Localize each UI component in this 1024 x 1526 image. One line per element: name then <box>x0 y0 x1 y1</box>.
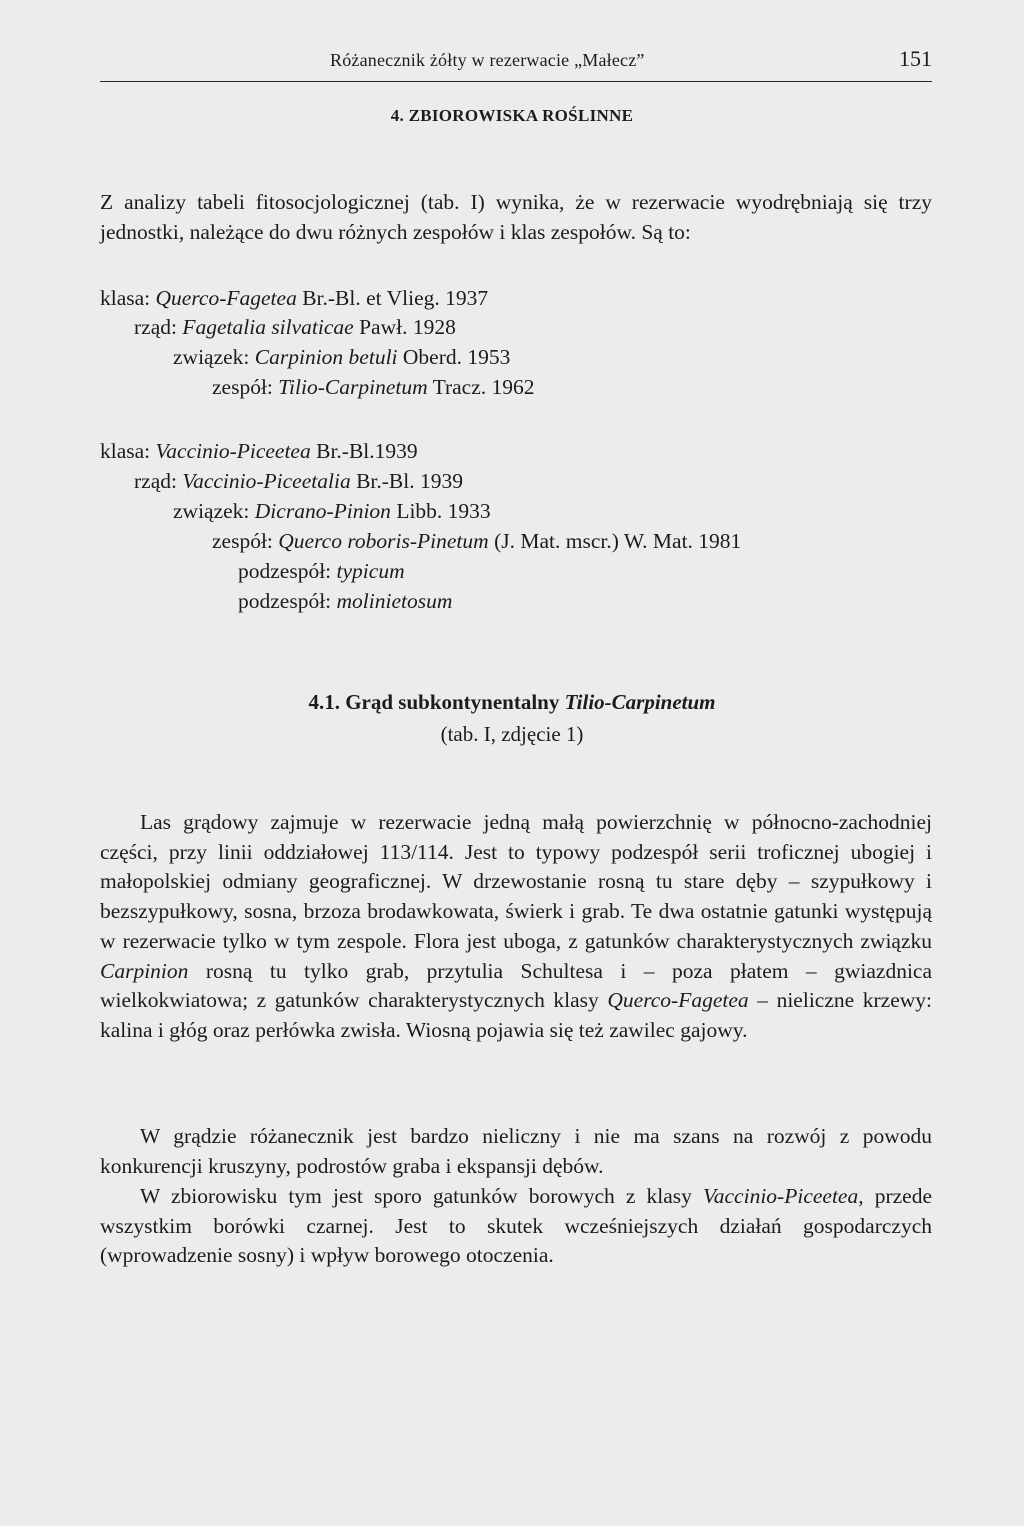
running-head-title: Różanecznik żółty w rezerwacie „Małecz” <box>330 50 645 70</box>
association-line: zespół: Tilio-Carpinetum Tracz. 1962 <box>212 375 535 399</box>
header-rule <box>100 81 932 82</box>
order-line: rząd: Vaccinio-Piceetalia Br.-Bl. 1939 <box>134 469 463 493</box>
order-line: rząd: Fagetalia silvaticae Pawł. 1928 <box>134 315 456 339</box>
page-number: 151 <box>899 46 932 71</box>
subsection-reference: (tab. I, zdjęcie 1) <box>440 722 584 746</box>
paragraph-2: W grądzie różanecznik jest bardzo nieliczny i nie ma szans na rozwój z powodu konkurencji kruszyny, podrostów graba i ekspansji dębów. <box>100 1124 932 1178</box>
association-line: zespół: Querco roboris-Pinetum (J. Mat. mscr.) W. Mat. 1981 <box>212 529 742 553</box>
class-line: klasa: Querco-Fagetea Br.-Bl. et Vlieg. 1937 <box>100 286 489 310</box>
paragraph-3: W zbiorowisku tym jest sporo gatunków borowych z klasy Vaccinio-Piceetea, przede wszystkim borówki czarnej. Jest to skutek wcześniejszych działań gospodarczych (wprowadzenie sosny) i wpływ borowego otoczenia. <box>100 1184 932 1268</box>
alliance-line: związek: Carpinion betuli Oberd. 1953 <box>173 345 511 369</box>
subassociation-line: podzespół: typicum <box>238 559 405 583</box>
paragraph-1: Las grądowy zajmuje w rezerwacie jedną małą powierzchnię w północno-zachodniej części, przy linii oddziałowej 113/114. Jest to typowy podzespół serii troficznej ubogiej i małopolskiej odmiany geograficznej. W drzewostanie rosną tu stare dęby – szypułkowy i bezszypułkowy, sosna, brzoza brodawkowata, świerk i grab. Te dwa ostatnie gatunki występują w rezerwacie tylko w tym zespole. Flora jest uboga, z gatunków charakterystycznych związku Carpinion rosną tu tylko grab, przytulia Schultesa i – poza płatem – gwiazdnica wielkokwiatowa; z gatunków charakterystycznych klasy Querco-Fagetea – nieliczne krzewy: kalina i głóg oraz perłówka zwisła. Wiosną pojawia się też zawilec gajowy. <box>100 810 932 1042</box>
class-line: klasa: Vaccinio-Piceetea Br.-Bl.1939 <box>100 439 418 463</box>
subassociation-line: podzespół: molinietosum <box>238 589 453 613</box>
running-head <box>100 46 932 76</box>
intro-paragraph: Z analizy tabeli fitosocjologicznej (tab. I) wynika, że w rezerwacie wyodrębniają się trzy jednostki, należące do dwu różnych zespołów i klas zespołów. Są to: <box>100 190 932 244</box>
section-heading: 4. ZBIOROWISKA ROŚLINNE <box>390 106 634 125</box>
subsection-heading: 4.1. Grąd subkontynentalny Tilio-Carpinetum <box>308 690 716 714</box>
alliance-line: związek: Dicrano-Pinion Libb. 1933 <box>173 499 491 523</box>
